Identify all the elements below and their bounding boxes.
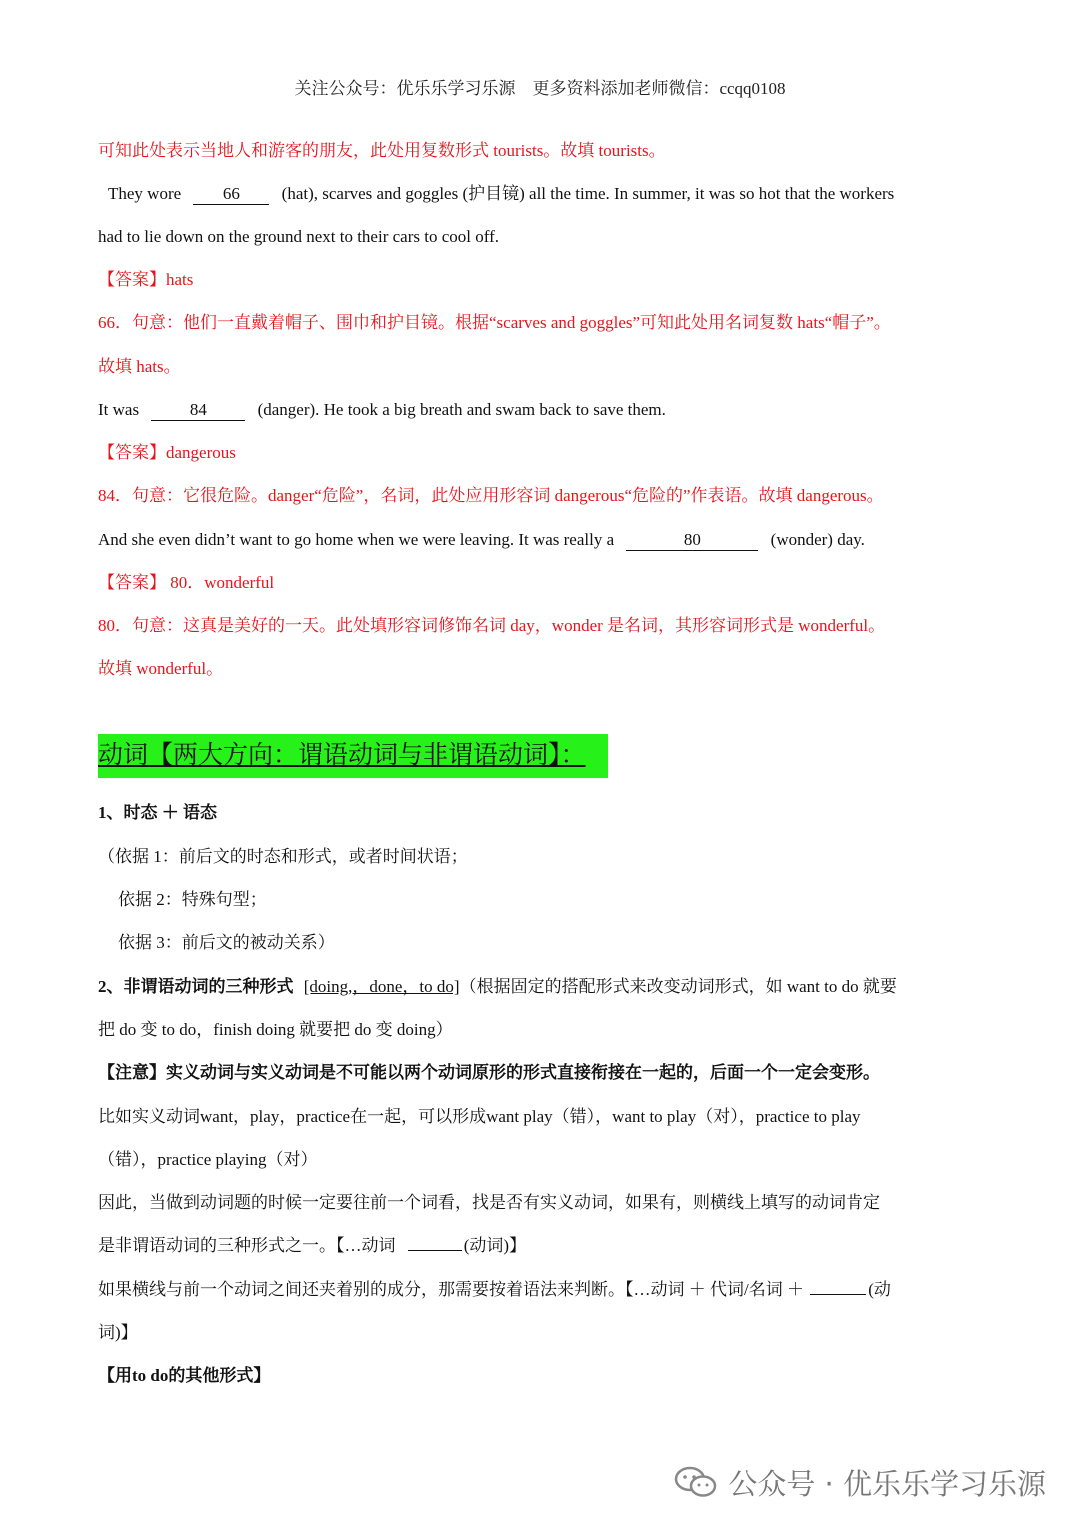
q66-blank: 66 <box>193 184 269 205</box>
q80-explanation-1: 80．句意：这真是美好的一天。此处填形容词修饰名词 day，wonder 是名词，其形容词形式是 wonderful。 <box>98 616 886 635</box>
explanation-tail: 可知此处表示当地人和游客的朋友，此处用复数形式 tourists。故填 tourists。 <box>98 141 666 160</box>
therefore-line-1: 因此，当做到动词题的时候一定要往前一个词看，找是否有实义动词，如果有，则横线上填写的动词肯定 <box>98 1193 880 1212</box>
therefore-line-2 <box>98 1234 982 1258</box>
point-2-line-1 <box>98 975 982 999</box>
point-1-basis-3: 依据 3：前后文的被动关系） <box>118 933 335 952</box>
question-66-line-2: had to lie down on the ground next to their cars to cool off. <box>98 227 499 246</box>
point-1-title: 1、时态 ＋ 语态 <box>98 803 217 822</box>
footer-watermark <box>674 1462 1046 1502</box>
ifother-text-post: (动 <box>868 1280 891 1299</box>
note: 【注意】实义动词与实义动词是不可能以两个动词原形的形式直接衔接在一起的，后面一个一定会变形。 <box>98 1063 880 1082</box>
ifother-blank <box>810 1294 866 1295</box>
q66-answer: 【答案】hats <box>98 270 194 289</box>
therefore-blank <box>408 1250 462 1251</box>
q80-text-pre: And she even didn’t want to go home when we were leaving. It was really a <box>98 530 615 549</box>
q84-explanation: 84．句意：它很危险。danger“危险”，名词，此处应用形容词 dangerous“危险的”作表语。故填 dangerous。 <box>98 486 884 505</box>
footer-watermark-text: 公众号 · 优乐乐学习乐源 <box>728 1466 1046 1501</box>
q80-explanation-2: 故填 wonderful。 <box>98 659 224 678</box>
question-66-line-1 <box>108 182 982 206</box>
q66-explanation-2: 故填 hats。 <box>98 357 181 376</box>
point-1-basis-1: （依据 1：前后文的时态和形式，或者时间状语； <box>98 847 468 866</box>
point-2-line-2: 把 do 变 to do，finish doing 就要把 do 变 doing） <box>98 1020 453 1039</box>
example-line-1: 比如实义动词want，play，practice在一起，可以形成want play（错），want to play（对），practice to play <box>98 1107 861 1126</box>
q84-text-pre: It was <box>98 400 140 419</box>
q80-answer: 【答案】 80．wonderful <box>98 573 275 592</box>
ifother-text-pre: 如果横线与前一个动词之间还夹着别的成分，那需要按着语法来判断。【…动词 ＋ 代词/名词 ＋ <box>98 1280 804 1299</box>
point-1-basis-2: 依据 2：特殊句型； <box>118 890 267 909</box>
q66-text-pre: They wore <box>108 184 182 203</box>
point-2-rest: （根据固定的搭配形式来改变动词形式，如 want to do 就要 <box>459 977 897 996</box>
section-title: 动词【两大方向：谓语动词与非谓语动词】： <box>98 734 608 778</box>
wechat-icon <box>674 1465 718 1499</box>
q84-text-post: (danger). He took a big breath and swam back to save them. <box>257 400 666 419</box>
point-2-title: 2、非谓语动词的三种形式 <box>98 977 294 996</box>
question-84 <box>98 398 982 422</box>
todo-title: 【用to do的其他形式】 <box>98 1366 271 1385</box>
therefore-text-pre: 是非谓语动词的三种形式之一。【…动词 <box>98 1236 396 1255</box>
ifother-line-2: 词)】 <box>98 1323 138 1342</box>
q84-answer: 【答案】dangerous <box>98 443 236 462</box>
therefore-text-post: (动词)】 <box>463 1236 527 1255</box>
q66-explanation-1: 66．句意：他们一直戴着帽子、围巾和护目镜。根据“scarves and goggles”可知此处用名词复数 hats“帽子”。 <box>98 313 891 332</box>
point-2-forms: [doing,，done，to do] <box>303 977 460 996</box>
q80-blank: 80 <box>626 530 758 551</box>
q66-text-post: (hat), scarves and goggles (护目镜) all the time. In summer, it was so hot that the workers <box>281 184 895 203</box>
ifother-line-1 <box>98 1278 982 1302</box>
q80-text-post: (wonder) day. <box>770 530 865 549</box>
question-80 <box>98 528 982 552</box>
q84-blank: 84 <box>151 400 245 421</box>
page-header: 关注公众号：优乐乐学习乐源 更多资料添加老师微信：ccqq0108 <box>294 79 786 98</box>
example-line-2: （错），practice playing（对） <box>98 1150 318 1169</box>
